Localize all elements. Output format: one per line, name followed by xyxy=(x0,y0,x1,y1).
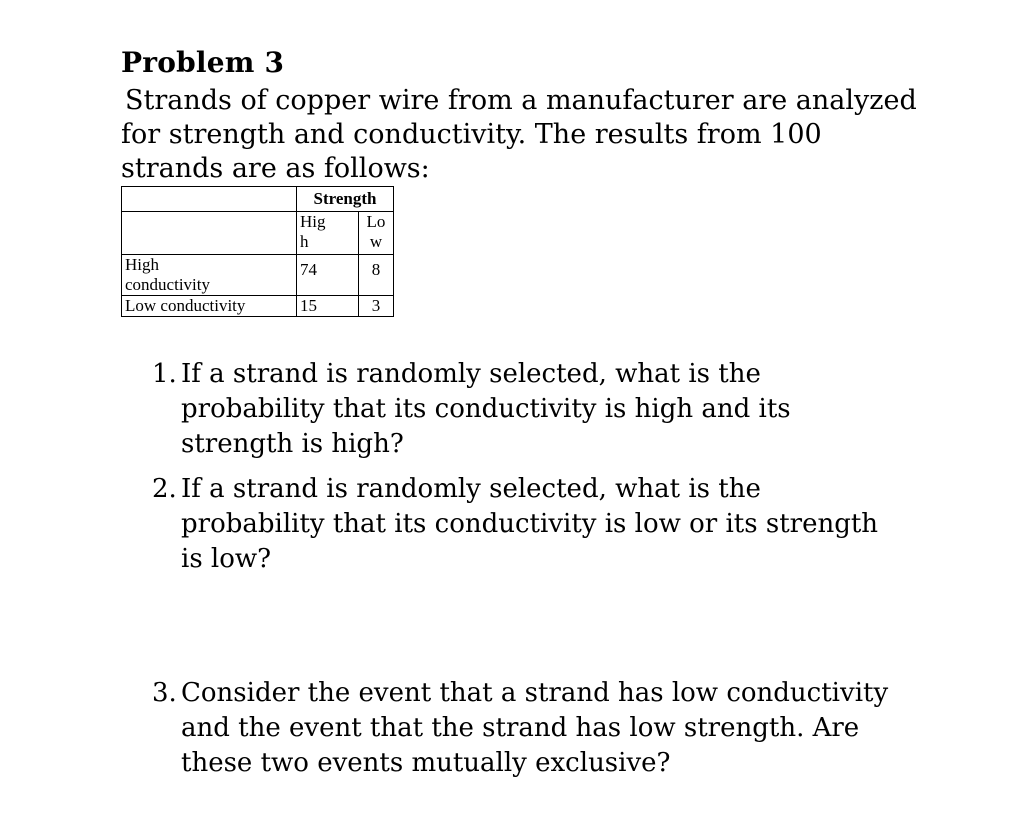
question-text xyxy=(181,676,912,781)
question-line: Consider the event that a strand has low conductivity xyxy=(181,678,889,708)
row-label-part: High xyxy=(125,255,159,274)
intro-line: Strands of copper wire from a manufacturer are analyzed xyxy=(125,85,917,116)
question-line: If a strand is randomly selected, what is the xyxy=(181,474,761,504)
table-row xyxy=(122,296,394,317)
question-number: 3. xyxy=(152,678,177,708)
high-header-part: Hig xyxy=(300,212,326,231)
problem-intro xyxy=(121,84,921,186)
question-line: strength is high? xyxy=(181,429,404,459)
table-subheader-row xyxy=(122,212,394,255)
row-label-part: conductivity xyxy=(125,275,210,294)
low-header-part: Lo xyxy=(366,212,386,231)
question-item xyxy=(152,357,912,462)
problem-title: Problem 3 xyxy=(121,46,285,79)
question-item xyxy=(152,676,912,781)
table-empty-cell xyxy=(122,212,297,255)
contingency-table xyxy=(121,186,394,317)
intro-line: strands are as follows: xyxy=(121,153,430,184)
row-label-low-conductivity: Low conductivity xyxy=(122,296,297,317)
intro-line: for strength and conductivity. The results from 100 xyxy=(121,119,822,150)
low-strength-header xyxy=(359,212,394,255)
table-corner-cell xyxy=(122,187,297,212)
row-label-high-conductivity xyxy=(122,255,297,296)
cell-high-low: 8 xyxy=(359,255,394,296)
question-line: probability that its conductivity is high and its xyxy=(181,394,791,424)
question-text xyxy=(181,472,912,577)
question-line: If a strand is randomly selected, what is the xyxy=(181,359,761,389)
question-number: 2. xyxy=(152,474,177,504)
low-header-part: w xyxy=(369,232,383,251)
cell-high-high: 74 xyxy=(297,255,359,296)
question-item xyxy=(152,472,912,577)
question-text xyxy=(181,357,912,462)
table-header-row xyxy=(122,187,394,212)
question-number: 1. xyxy=(152,359,177,389)
cell-low-high: 15 xyxy=(297,296,359,317)
question-line: and the event that the strand has low strength. Are xyxy=(181,713,860,743)
cell-low-low: 3 xyxy=(359,296,394,317)
question-line: probability that its conductivity is low or its strength xyxy=(181,509,879,539)
question-line: is low? xyxy=(181,544,272,574)
high-strength-header xyxy=(297,212,359,255)
strength-header: Strength xyxy=(297,187,394,212)
table-row xyxy=(122,255,394,296)
question-line: these two events mutually exclusive? xyxy=(181,748,671,778)
high-header-part: h xyxy=(300,232,309,251)
